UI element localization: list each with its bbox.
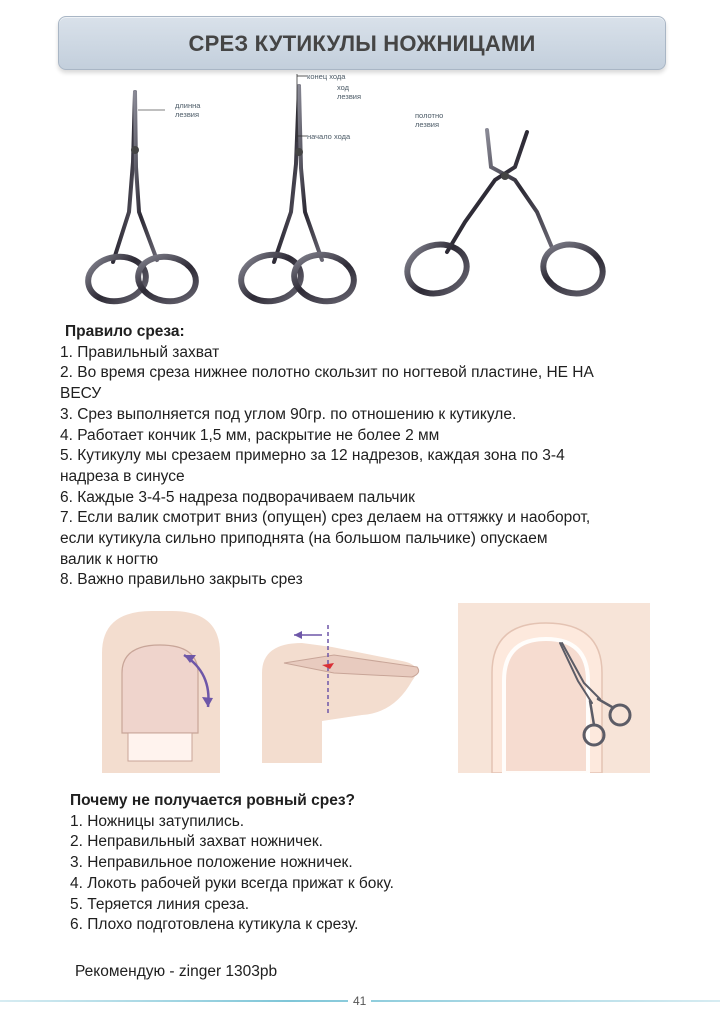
rule-line: 3. Срез выполняется под углом 90гр. по отношению к кутикуле. <box>60 405 517 423</box>
label-stroke-2: лезвия <box>337 92 362 101</box>
rules-section <box>60 322 594 591</box>
problem-item: 6. Плохо подготовлена кутикула к срезу. <box>70 916 359 934</box>
rule-line: 6. Каждые 3-4-5 надреза подворачиваем пальчик <box>60 488 415 506</box>
scissors-diagram <box>75 72 635 322</box>
nail-illustrations <box>72 603 650 773</box>
label-stroke-start: начало хода <box>307 132 351 141</box>
rule-line: 5. Кутикулу мы срезаем примерно за 12 надрезов, каждая зона по 3-4 <box>60 447 565 465</box>
problems-heading: Почему не получается ровный срез? <box>70 792 355 809</box>
problem-item: 4. Локоть рабочей руки всегда прижат к боку. <box>70 874 394 892</box>
label-blade-length-2: лезвия <box>175 110 200 119</box>
scissors-closed-left <box>85 92 200 306</box>
problem-item: 5. Теряется линия среза. <box>70 895 250 913</box>
rule-line: надреза в синусе <box>60 467 185 485</box>
cuticle-closeup <box>458 603 650 773</box>
label-stroke-1: ход <box>337 83 350 92</box>
rule-line: 4. Работает кончик 1,5 мм, раскрытие не более 2 мм <box>60 426 440 444</box>
rule-line: 1. Правильный захват <box>60 343 220 361</box>
rule-line: если кутикула сильно приподнята (на большом пальчике) опускаем <box>60 530 548 548</box>
scissors-stroke-middle <box>237 86 357 306</box>
title-banner <box>58 16 666 70</box>
rules-heading: Правило среза: <box>65 323 185 340</box>
page-title: СРЕЗ КУТИКУЛЫ НОЖНИЦАМИ <box>188 31 536 56</box>
problems-section <box>70 791 394 936</box>
rule-line: 8. Важно правильно закрыть срез <box>60 571 303 589</box>
page-number: 41 <box>348 994 371 1008</box>
problem-item: 2. Неправильный захват ножничек. <box>70 833 323 851</box>
rule-line: валик к ногтю <box>60 550 159 568</box>
fingertip-top-view <box>102 611 220 773</box>
rule-line: 7. Если валик смотрит вниз (опущен) срез делаем на оттяжку и наоборот, <box>60 509 591 527</box>
rule-line: ВЕСУ <box>60 385 102 403</box>
recommendation-text: Рекомендую - zinger 1303pb <box>75 963 278 980</box>
scissors-open-right <box>402 130 608 300</box>
problem-item: 3. Неправильное положение ножничек. <box>70 854 353 872</box>
problem-item: 1. Ножницы затупились. <box>70 812 245 830</box>
label-blade-2: лезвия <box>415 120 440 129</box>
fingertip-side-view <box>262 625 419 763</box>
label-stroke-end: конец хода <box>307 72 346 81</box>
label-blade-length-1: длинна <box>175 101 201 110</box>
label-blade-1: полотно <box>415 111 444 120</box>
rule-line: 2. Во время среза нижнее полотно скользит по ногтевой пластине, НЕ НА <box>60 364 594 382</box>
